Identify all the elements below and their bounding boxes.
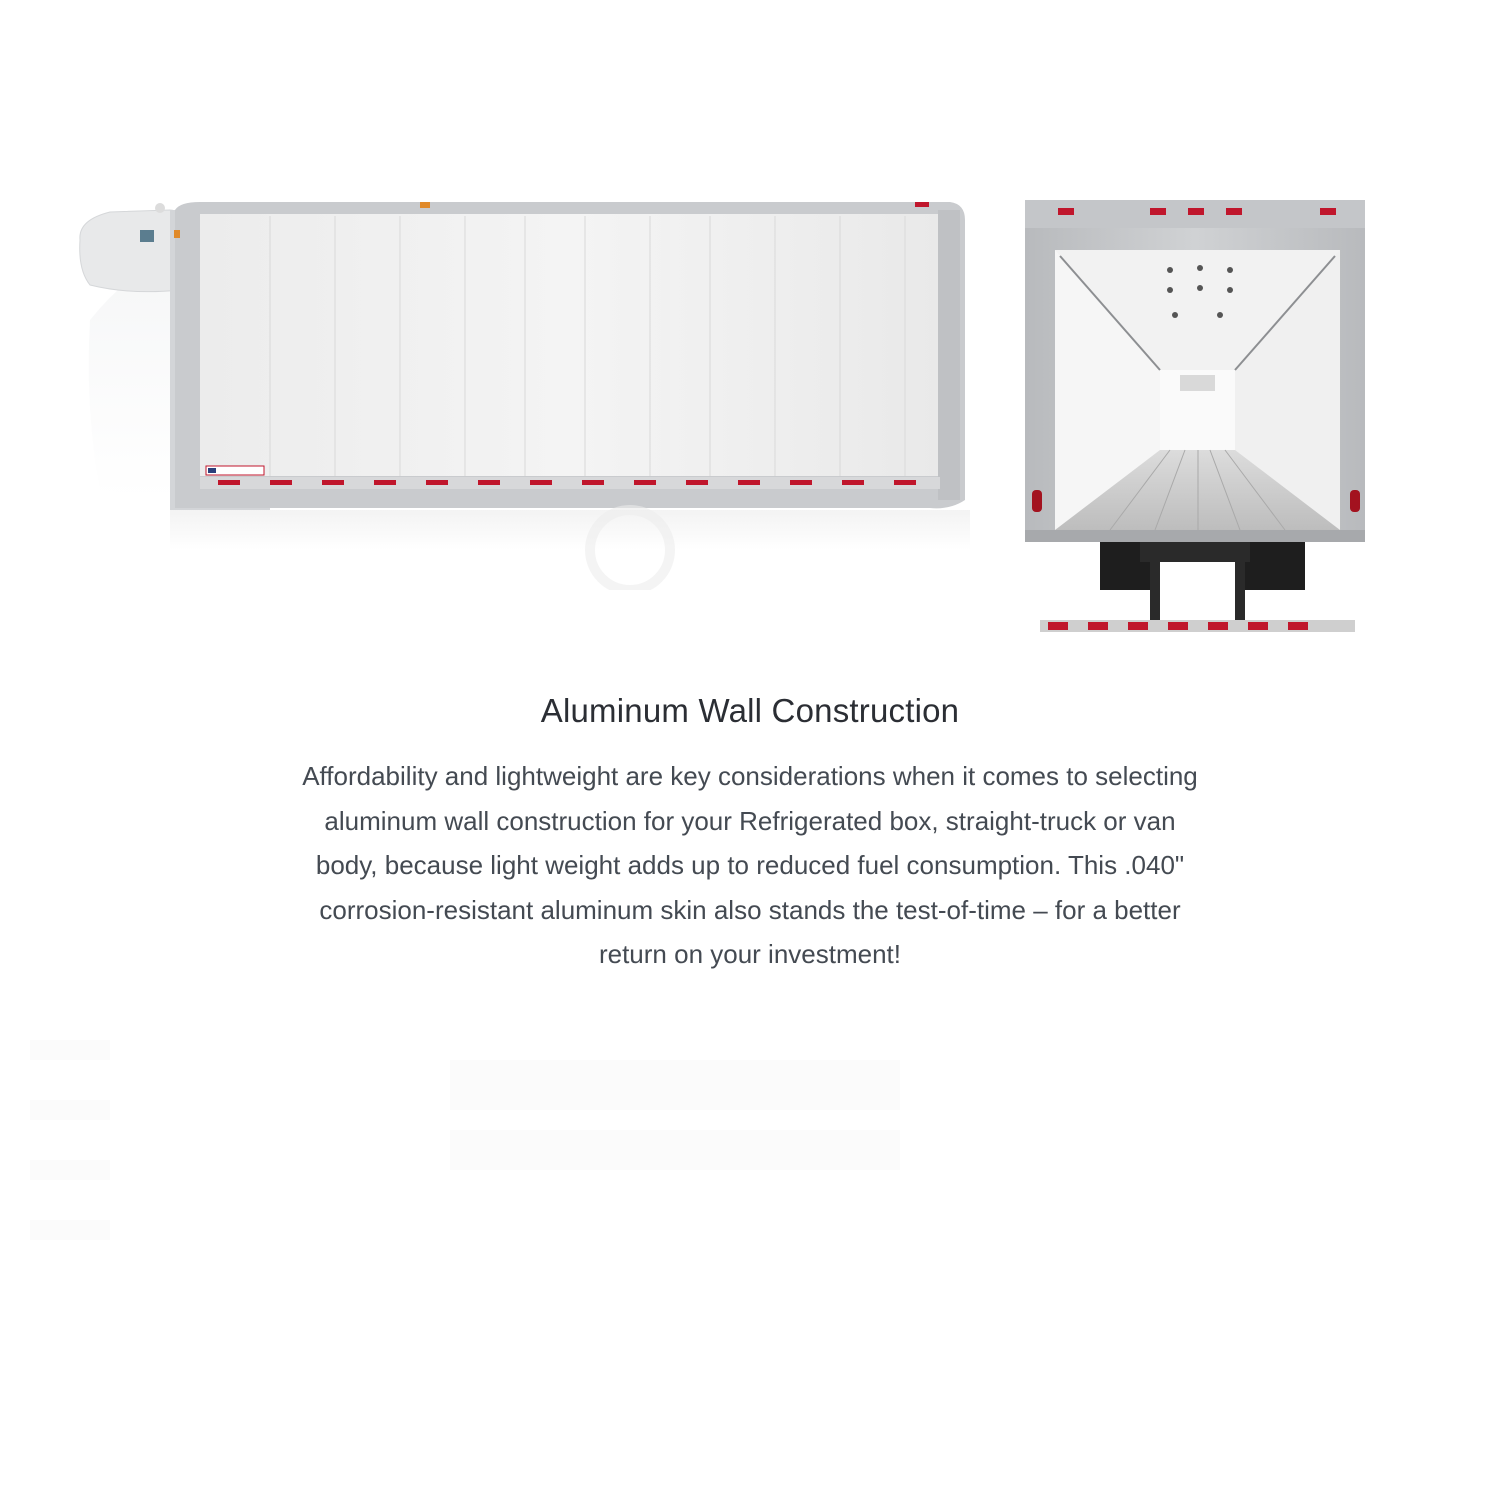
section-title: Aluminum Wall Construction xyxy=(540,692,960,729)
truck-side-view-image xyxy=(70,190,970,590)
truck-rear-view-image xyxy=(1020,190,1390,670)
section-description: Affordability and lightweight are key considerations when it comes to selecting aluminum wall construction for your Refrigerated box, straight-truck or van body, because light weight adds up to reduced fuel consumption. This .040" corrosion-resistant aluminum skin also stands the test-of-time – for a better return on your investment! xyxy=(302,761,1198,969)
background-watermark xyxy=(0,1000,1500,1420)
